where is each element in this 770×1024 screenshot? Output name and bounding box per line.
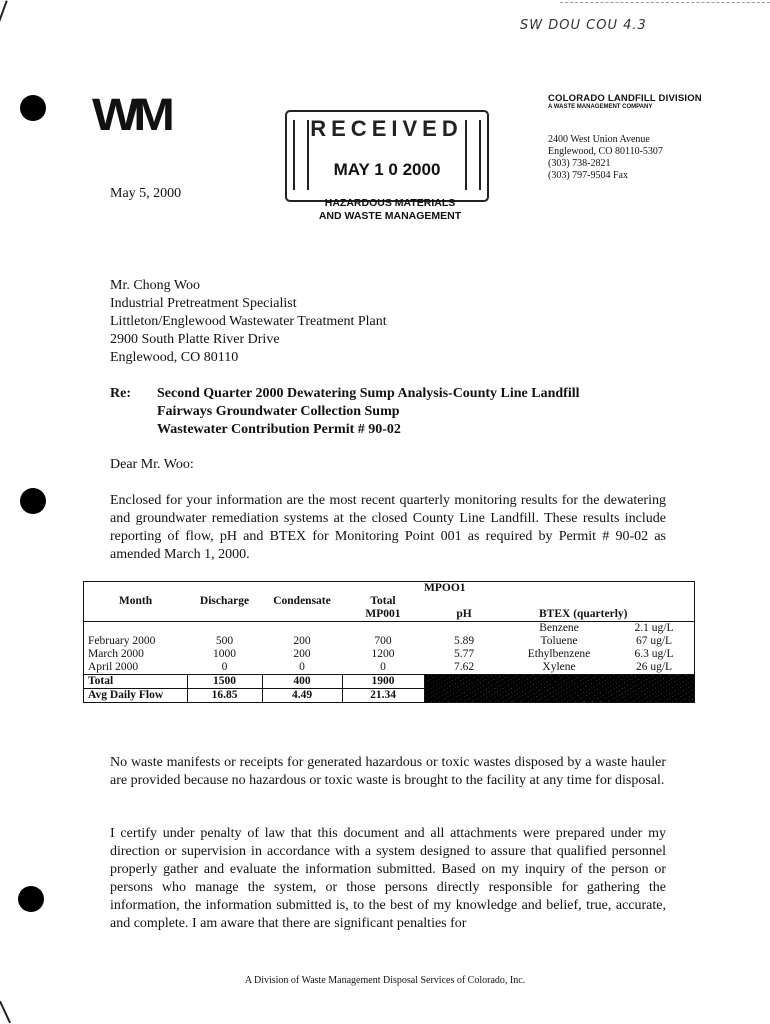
avg-discharge: 16.85 bbox=[187, 689, 262, 703]
address-line: Englewood, CO 80110-5307 bbox=[548, 146, 663, 157]
btex-value: 26 ug/L bbox=[635, 661, 673, 673]
row-discharge: 0 bbox=[221, 661, 228, 673]
avg-condensate: 4.49 bbox=[262, 689, 342, 703]
total-discharge: 1500 bbox=[187, 675, 262, 689]
redacted-area bbox=[424, 675, 694, 703]
row-condensate: 200 bbox=[293, 635, 311, 647]
btex-compound: Ethylbenzene bbox=[527, 648, 591, 660]
table-row bbox=[84, 661, 694, 675]
row-month: April 2000 bbox=[88, 661, 139, 673]
total-total: 1900 bbox=[342, 675, 424, 689]
row-total: 0 bbox=[380, 661, 386, 673]
row-ph: 7.62 bbox=[453, 661, 475, 673]
wm-logo: WM bbox=[92, 89, 169, 140]
monitoring-table bbox=[83, 581, 695, 703]
recipient-line: Mr. Chong Woo bbox=[110, 278, 201, 293]
letter-date: May 5, 2000 bbox=[110, 186, 182, 201]
row-ph: 5.77 bbox=[453, 648, 475, 660]
handwritten-note: SW DOU COU 4.3 bbox=[520, 18, 647, 33]
subject-line: Fairways Groundwater Collection Sump bbox=[157, 404, 400, 419]
scan-mark-top-line bbox=[560, 2, 770, 3]
paragraph-intro: Enclosed for your information are the most recent quarterly monitoring results for the dewatering and groundwater remediation systems at the closed County Line Landfill. These results include reporting of flow, pH and BTEX for Monitoring Point 001 as required by Permit # 90-02 as amended March 1, 2000. bbox=[110, 493, 666, 562]
recipient-line: Littleton/Englewood Wastewater Treatment Plant bbox=[110, 314, 387, 329]
table-grid bbox=[84, 582, 694, 702]
table-row-total bbox=[84, 675, 694, 689]
total-condensate: 400 bbox=[262, 675, 342, 689]
header-ph: pH bbox=[456, 608, 472, 620]
avg-label: Avg Daily Flow bbox=[84, 689, 187, 703]
row-ph: 5.89 bbox=[453, 635, 475, 647]
address-line: (303) 738-2821 bbox=[548, 158, 611, 169]
row-discharge: 1000 bbox=[213, 648, 236, 660]
row-month: February 2000 bbox=[88, 635, 156, 647]
row-total: 1200 bbox=[371, 648, 395, 660]
subject-line: Second Quarter 2000 Dewatering Sump Analysis-County Line Landfill bbox=[157, 386, 580, 401]
btex-value: 2.1 ug/L bbox=[634, 622, 674, 634]
recipient-line: 2900 South Platte River Drive bbox=[110, 332, 280, 347]
header-discharge: Discharge bbox=[199, 595, 250, 607]
table-row bbox=[84, 622, 694, 636]
btex-compound: Xylene bbox=[542, 661, 576, 673]
table-row bbox=[84, 648, 694, 661]
subject-label: Re: bbox=[110, 386, 131, 401]
paragraph-manifests: No waste manifests or receipts for generated hazardous or toxic wastes disposed by a waste hauler are provided because no hazardous or toxic waste is brought to the facility at any time for disposal. bbox=[110, 755, 666, 788]
division-subtitle: A WASTE MANAGEMENT COMPANY bbox=[548, 104, 653, 110]
punch-hole bbox=[20, 95, 46, 121]
page-footer: A Division of Waste Management Disposal Services of Colorado, Inc. bbox=[244, 975, 526, 986]
scan-mark-bottom-left bbox=[0, 1001, 11, 1024]
row-condensate: 0 bbox=[299, 661, 305, 673]
header-total: Total bbox=[370, 595, 396, 607]
btex-compound: Benzene bbox=[539, 622, 579, 634]
scan-mark-top-left bbox=[0, 0, 8, 21]
total-label: Total bbox=[84, 675, 187, 689]
address-line: (303) 797-9504 Fax bbox=[548, 170, 628, 181]
subject-block bbox=[157, 385, 580, 439]
row-condensate: 200 bbox=[293, 648, 311, 660]
stamp-date: MAY 1 0 2000 bbox=[333, 160, 441, 179]
header-total-mp001: MP001 bbox=[365, 608, 401, 620]
header-condensate: Condensate bbox=[273, 595, 331, 607]
row-month: March 2000 bbox=[88, 648, 144, 660]
division-name: COLORADO LANDFILL DIVISION bbox=[548, 93, 702, 104]
punch-hole bbox=[18, 886, 44, 912]
company-header bbox=[548, 93, 753, 182]
header-btex: BTEX (quarterly) bbox=[539, 608, 628, 620]
paragraph-certification: I certify under penalty of law that this document and all attachments were prepared under my direction or supervision in accordance with a system designed to assure that qualified personnel properly gather and evaluate the information submitted. Based on my inquiry of the person or persons who manage the system, or those persons directly responsible for gathering the information, the information submitted is, to the best of my knowledge and belief, true, accurate, and complete. I am aware that there are significant penalties for bbox=[110, 826, 666, 931]
stamp-received-text: RECEIVED bbox=[310, 116, 463, 141]
header-month: Month bbox=[118, 595, 153, 607]
address-line: 2400 West Union Avenue bbox=[548, 134, 650, 145]
row-total: 700 bbox=[374, 635, 392, 647]
stamp-department: HAZARDOUS MATERIALS AND WASTE MANAGEMENT bbox=[318, 197, 462, 222]
row-discharge: 500 bbox=[215, 635, 234, 647]
recipient-line: Englewood, CO 80110 bbox=[110, 350, 239, 365]
received-stamp bbox=[285, 110, 489, 202]
btex-value: 6.3 ug/L bbox=[634, 648, 674, 660]
group-header: MPOO1 bbox=[424, 582, 466, 594]
avg-total: 21.34 bbox=[342, 689, 424, 703]
table-row bbox=[84, 635, 694, 648]
btex-compound: Toluene bbox=[540, 635, 578, 647]
salutation: Dear Mr. Woo: bbox=[110, 457, 194, 472]
recipient-block bbox=[110, 277, 387, 367]
company-address bbox=[548, 134, 753, 182]
subject-line: Wastewater Contribution Permit # 90-02 bbox=[157, 422, 401, 437]
punch-hole bbox=[20, 488, 46, 514]
btex-value: 67 ug/L bbox=[635, 635, 673, 647]
recipient-line: Industrial Pretreatment Specialist bbox=[110, 296, 297, 311]
